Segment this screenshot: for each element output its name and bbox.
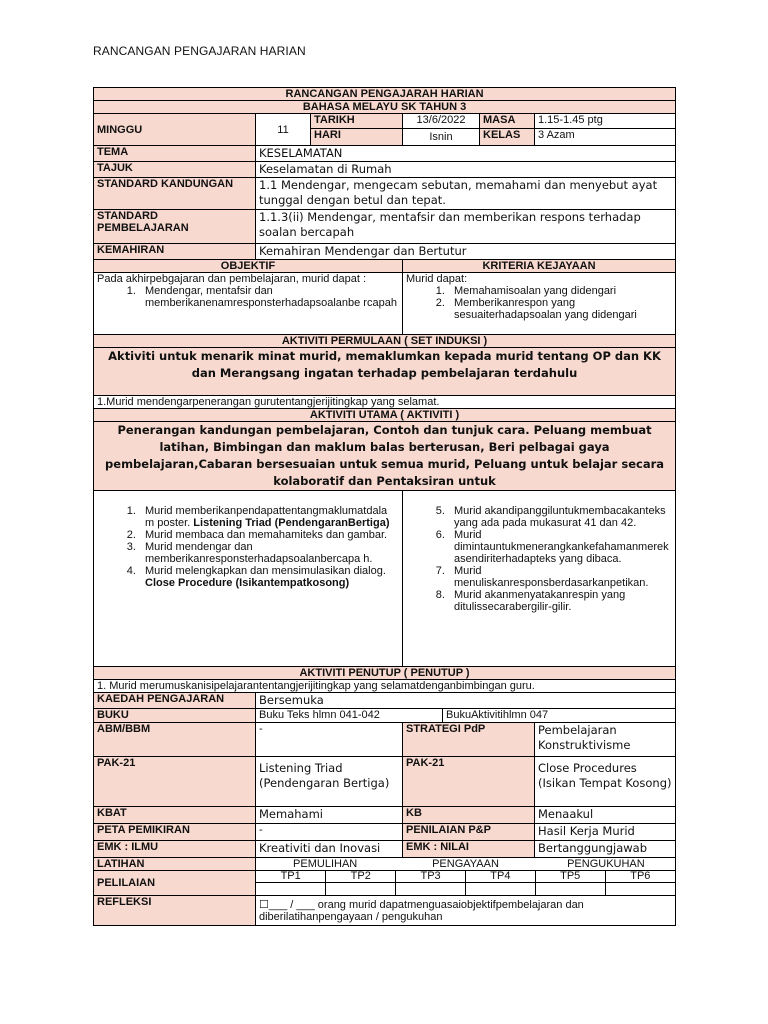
emk-ilmu-label: EMK : ILMU xyxy=(94,841,256,858)
kriteria-content xyxy=(403,273,676,335)
kaedah-label: KAEDAH PENGAJARAN xyxy=(94,693,256,709)
rph-table xyxy=(93,87,676,926)
kbat-value: Memahami xyxy=(256,807,403,824)
buku-value-teks: Buku Teks hlmn 041-042 xyxy=(256,709,443,723)
kemahiran-label: KEMAHIRAN xyxy=(94,244,256,260)
utama-item: 7. Murid menuliskanresponsberdasarkanpetikan. xyxy=(448,565,672,589)
refleksi-label: REFLEKSI xyxy=(94,896,256,926)
strategi-value: Pembelajaran Konstruktivisme xyxy=(535,723,676,757)
utama-left-list xyxy=(94,491,403,667)
latihan-options xyxy=(256,858,676,871)
kelas-label: KELAS xyxy=(480,129,535,146)
utama-item: 6. Murid dimintauntukmenerangkankefahamanmerek asendiriterhadapteks yang dibaca. xyxy=(448,529,672,565)
penilaian-label: PENILAIAN P&P xyxy=(403,824,535,841)
hari-label: HARI xyxy=(311,129,403,146)
kemahiran-value: Kemahiran Mendengar dan Bertutur xyxy=(256,244,676,260)
penutup-header: AKTIVITI PENUTUP ( PENUTUP ) xyxy=(94,667,676,680)
abm-value: - xyxy=(256,723,403,757)
tp-cell[interactable] xyxy=(326,883,396,896)
tema-label: TEMA xyxy=(94,146,256,162)
utama-item: 4. Murid melengkapkan dan mensimulasikan dialog. Close Procedure (Isikantempatkosong) xyxy=(139,565,399,589)
kb-value: Menaakul xyxy=(535,807,676,824)
penilaian-value: Hasil Kerja Murid xyxy=(535,824,676,841)
standard-pembelajaran-label: STANDARD PEMBELAJARAN xyxy=(94,210,256,244)
kriteria-item: 2. Memberikanrespon yang sesuaiterhadapsoalan yang didengari xyxy=(448,297,672,321)
permulaan-description: Aktiviti untuk menarik minat murid, memaklumkan kepada murid tentang OP dan KK dan Merangsang ingatan terhadap pembelajaran terdahulu xyxy=(94,348,676,396)
abm-label: ABM/BBM xyxy=(94,723,256,757)
objektif-intro: Pada akhirpebgajaran dan pembelajaran, murid dapat : xyxy=(97,273,367,285)
pelilaian-label: PELILAIAN xyxy=(94,871,256,896)
tp-header: TP4 xyxy=(465,871,535,883)
tp-header: TP6 xyxy=(605,871,675,883)
utama-right-list xyxy=(403,491,676,667)
masa-value: 1.15-1.45 ptg xyxy=(535,114,676,129)
minggu-label: MINGGU xyxy=(94,114,256,146)
tp-cell[interactable] xyxy=(535,883,605,896)
kaedah-value: Bersemuka xyxy=(256,693,676,709)
tp-cell[interactable] xyxy=(256,883,326,896)
pak21-value-2: Close Procedures (Isikan Tempat Kosong) xyxy=(535,757,676,807)
kb-label: KB xyxy=(403,807,535,824)
tajuk-value: Keselamatan di Rumah xyxy=(256,162,676,178)
emk-nilai-label: EMK : NILAI xyxy=(403,841,535,858)
refleksi-value[interactable]: ☐___ / ___ orang murid dapatmenguasaiobjektifpembelajaran dan diberilatihanpengayaan / pengukuhan xyxy=(256,896,676,926)
pemulihan-label: PEMULIHAN xyxy=(293,858,358,870)
peta-pemikiran-label: PETA PEMIKIRAN xyxy=(94,824,256,841)
permulaan-item: 1.Murid mendengarpenerangan gurutentangjerijitingkap yang selamat. xyxy=(94,396,676,409)
kriteria-intro: Murid dapat: xyxy=(406,273,468,285)
utama-item: 8. Murid akanmenyatakanrespin yang ditulissecarabergilir-gilir. xyxy=(448,589,672,613)
strategi-label: STRATEGI PdP xyxy=(403,723,535,757)
peta-pemikiran-value: - xyxy=(256,824,403,841)
utama-item: 5. Murid akandipanggiluntukmembacakanteks yang ada pada mukasurat 41 dan 42. xyxy=(448,505,672,529)
rph-header-subject: BAHASA MELAYU SK TAHUN 3 xyxy=(94,101,676,114)
kriteria-header: KRITERIA KEJAYAAN xyxy=(403,260,676,273)
tp-header: TP2 xyxy=(326,871,396,883)
utama-description: Penerangan kandungan pembelajaran, Contoh dan tunjuk cara. Peluang membuat latihan, Bimbingan dan maklum balas berterusan, Beri pelbagai gaya pembelajaran,Cabaran bersesuaian untuk semua murid, Peluang untuk belajar secara kolaboratif dan Pentaksiran untuk xyxy=(94,422,676,491)
tp-cell[interactable] xyxy=(605,883,675,896)
standard-pembelajaran-value: 1.1.3(ii) Mendengar, mentafsir dan memberikan respons terhadap soalan bercapah xyxy=(256,210,676,244)
utama-item: 3. Murid mendengar dan memberikanresponsterhadapsoalanbercapa h. xyxy=(139,541,399,565)
tp-header: TP5 xyxy=(535,871,605,883)
objektif-content xyxy=(94,273,403,335)
minggu-value: 11 xyxy=(256,114,311,146)
standard-kandungan-value: 1.1 Mendengar, mengecam sebutan, memahami dan menyebut ayat tunggal dengan betul dan tepat. xyxy=(256,178,676,210)
tp-cell[interactable] xyxy=(465,883,535,896)
standard-kandungan-label: STANDARD KANDUNGAN xyxy=(94,178,256,210)
kelas-value: 3 Azam xyxy=(535,129,676,146)
emk-nilai-value: Bertanggungjawab xyxy=(535,841,676,858)
objektif-header: OBJEKTIF xyxy=(94,260,403,273)
utama-item: 1. Murid memberikanpendapattentangmaklumatdala m poster. Listening Triad (PendengaranBertiga) xyxy=(139,505,399,529)
pengayaan-label: PENGAYAAN xyxy=(432,858,499,870)
kbat-label: KBAT xyxy=(94,807,256,824)
penutup-item: 1. Murid merumuskanisipelajarantentangjerijitingkap yang selamatdenganbimbingan guru. xyxy=(94,680,676,693)
document-title: RANCANGAN PENGAJARAN HARIAN xyxy=(93,44,306,58)
utama-header: AKTIVITI UTAMA ( AKTIVITI ) xyxy=(94,409,676,422)
pak21-label-2: PAK-21 xyxy=(403,757,535,807)
pak21-value: Listening Triad (Pendengaran Bertiga) xyxy=(256,757,403,807)
tajuk-label: TAJUK xyxy=(94,162,256,178)
kriteria-item: 1. Memahamisoalan yang didengari xyxy=(448,285,672,297)
tp-grid xyxy=(256,871,676,896)
tarikh-label: TARIKH xyxy=(311,114,403,129)
masa-label: MASA xyxy=(480,114,535,129)
pengukuhan-label: PENGUKUHAN xyxy=(567,858,645,870)
tp-cell[interactable] xyxy=(396,883,466,896)
emk-ilmu-value: Kreativiti dan Inovasi xyxy=(256,841,403,858)
objektif-item: 1. Mendengar, mentafsir dan memberikanenamresponsterhadapsoalanbe rcapah xyxy=(139,285,399,309)
latihan-label: LATIHAN xyxy=(94,858,256,871)
utama-item: 2. Murid membaca dan memahamiteks dan gambar. xyxy=(139,529,399,541)
hari-value: Isnin xyxy=(403,129,480,146)
rph-header-title: RANCANGAN PENGAJARAH HARIAN xyxy=(94,88,676,101)
tarikh-value: 13/6/2022 xyxy=(403,114,480,129)
tp-header: TP3 xyxy=(396,871,466,883)
tp-header: TP1 xyxy=(256,871,326,883)
tema-value: KESELAMATAN xyxy=(256,146,676,162)
pak21-label: PAK-21 xyxy=(94,757,256,807)
buku-value-aktiviti: BukuAktivitihlmn 047 xyxy=(443,709,676,723)
permulaan-header: AKTIVITI PERMULAAN ( SET INDUKSI ) xyxy=(94,335,676,348)
buku-label: BUKU xyxy=(94,709,256,723)
